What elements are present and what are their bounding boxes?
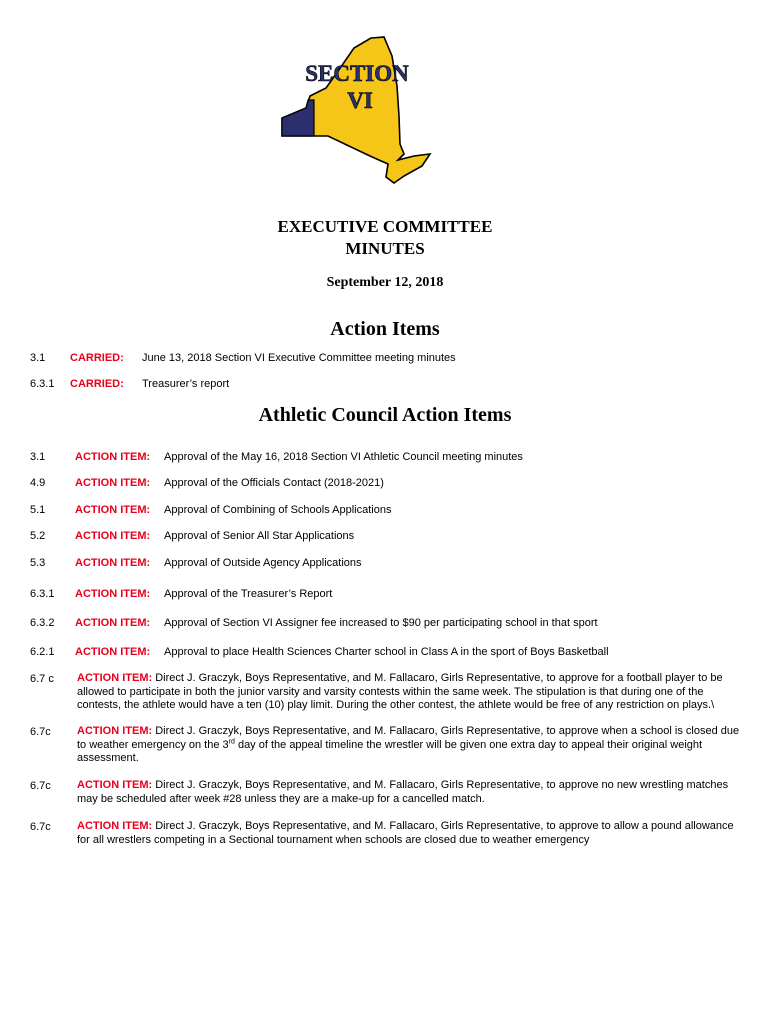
item-number: 5.3: [30, 557, 46, 569]
item-number: 6.3.2: [30, 617, 55, 629]
action-item-label: ACTION ITEM:: [75, 617, 151, 629]
item-text: Approval of Combining of Schools Applications: [164, 504, 392, 516]
logo-text-vi: VI: [347, 88, 373, 113]
item-number: 4.9: [30, 477, 46, 489]
item-number: 6.7 c: [30, 673, 54, 685]
carried-label: CARRIED:: [70, 378, 124, 390]
meeting-date: September 12, 2018: [326, 275, 444, 290]
item-text: Approval to place Health Sciences Charter school in Class A in the sport of Boys Basketball: [164, 646, 609, 658]
item-text: Approval of Senior All Star Applications: [164, 530, 355, 542]
council-heading: Athletic Council Action Items: [258, 404, 512, 426]
item-number: 6.7c: [30, 821, 51, 833]
ordinal-superscript: rd: [228, 737, 235, 745]
action-items-heading: Action Items: [330, 318, 440, 340]
item-text: Approval of the May 16, 2018 Section VI Athletic Council meeting minutes: [164, 451, 523, 463]
logo-text-section: SECTION: [305, 61, 409, 86]
document-title: EXECUTIVE COMMITTEE: [277, 217, 493, 236]
item-number: 3.1: [30, 451, 46, 463]
item-text: Treasurer’s report: [142, 378, 230, 390]
item-number: 6.7c: [30, 780, 51, 792]
action-item-label: ACTION ITEM:: [75, 530, 151, 542]
item-text: Approval of the Treasurer’s Report: [164, 588, 333, 600]
item-number: 6.3.1: [30, 588, 55, 600]
item-number: 5.1: [30, 504, 46, 516]
item-number: 6.2.1: [30, 646, 55, 658]
action-item-label: ACTION ITEM:: [75, 557, 151, 569]
action-item-label: ACTION ITEM:: [77, 672, 153, 684]
action-item-label: ACTION ITEM:: [75, 504, 151, 516]
section-vi-region-shape: [282, 100, 314, 136]
action-item-label: ACTION ITEM:: [77, 725, 153, 737]
action-item-label: ACTION ITEM:: [75, 646, 151, 658]
paragraph-text: Direct J. Graczyk, Boys Representative, and M. Fallacaro, Girls Representative, to approve for a football player to be allowed to participate in both the junior varsity and varsity contests within the same week. The stipulation is that during one of the contests, the athlete would have a ten (10) play limit. During the other contest, the athlete would be free of any restriction on plays.\: [77, 672, 723, 711]
paragraph-text: Direct J. Graczyk, Boys Representative, and M. Fallacaro, Girls Representative, to approve no new wrestling matches may be scheduled after week #28 unless they are a make-up for a cancelled match.: [77, 779, 729, 805]
paragraph-body: [77, 779, 749, 806]
action-item-label: ACTION ITEM:: [75, 477, 151, 489]
section-vi-logo: [276, 36, 432, 186]
paragraph-text-continued: day of the appeal timeline the wrestler will be given one extra day to appeal their original weight assessment.: [77, 738, 703, 764]
carried-label: CARRIED:: [70, 352, 124, 364]
item-text: Approval of Section VI Assigner fee increased to $90 per participating school in that sport: [164, 617, 598, 629]
action-item-label: ACTION ITEM:: [77, 779, 153, 791]
paragraph-body: [77, 725, 749, 766]
item-text: Approval of the Officials Contact (2018-2021): [164, 477, 384, 489]
item-text: Approval of Outside Agency Applications: [164, 557, 362, 569]
item-text: June 13, 2018 Section VI Executive Committee meeting minutes: [142, 352, 456, 364]
document-subtitle: MINUTES: [345, 239, 425, 258]
action-item-label: ACTION ITEM:: [77, 820, 153, 832]
paragraph-body: [77, 672, 749, 713]
item-number: 3.1: [30, 352, 46, 364]
item-number: 6.7c: [30, 726, 51, 738]
action-item-label: ACTION ITEM:: [75, 451, 151, 463]
action-item-label: ACTION ITEM:: [75, 588, 151, 600]
item-number: 5.2: [30, 530, 46, 542]
paragraph-text: Direct J. Graczyk, Boys Representative, and M. Fallacaro, Girls Representative, to approve to allow a pound allowance for all wrestlers competing in a Sectional tournament when schools are closed due to weather emergency: [77, 820, 734, 846]
paragraph-text: Direct J. Graczyk, Boys Representative, and M. Fallacaro, Girls Representative, to approve when a school is closed due to weather emergency on the 3: [77, 725, 740, 751]
paragraph-body: [77, 820, 749, 847]
item-number: 6.3.1: [30, 378, 55, 390]
